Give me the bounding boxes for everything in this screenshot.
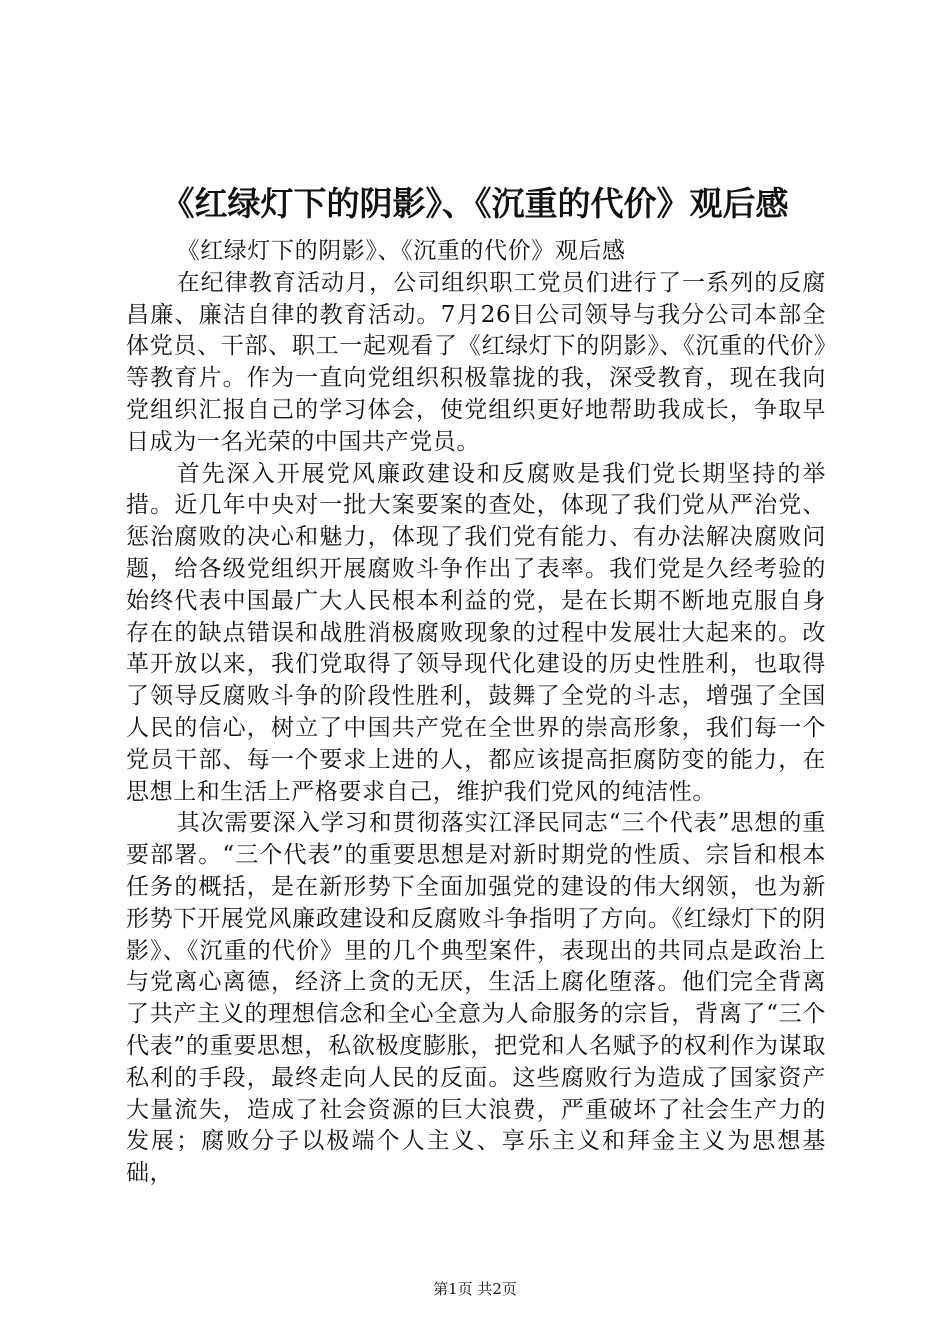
paragraph-intro: 在纪律教育活动月，公司组织职工党员们进行了一系列的反腐昌廉、廉洁自律的教育活动。7月26日公司领导与我分公司本部全体党员、干部、职工一起观看了《红绿灯下的阴影》、《沉重的代价》等教育片。作为一直向党组织积极靠拢的我，深受教育，现在我向党组织汇报自己的学习体会，使党组织更好地帮助我成长，争取早日成为一名光荣的中国共产党员。 — [126, 269, 826, 455]
page-number-footer: 第1页 共2页 — [433, 1280, 517, 1298]
paragraph-first-point: 首先深入开展党风廉政建设和反腐败是我们党长期坚持的举措。近几年中央对一批大案要案的查处，体现了我们党从严治党、惩治腐败的决心和魅力，体现了我们党有能力、有办法解决腐败问题，给各级党组织开展腐败斗争作出了表率。我们党是久经考验的始终代表中国最广大人民根本利益的党，是在长期不断地克服自身存在的缺点错误和战胜消极腐败现象的过程中发展壮大起来的。改革开放以来，我们党取得了领导现代化建设的历史性胜利，也取得了领导反腐败斗争的阶段性胜利，鼓舞了全党的斗志，增强了全国人民的信心，树立了中国共产党在全世界的崇高形象，我们每一个党员干部、每一个要求上进的人，都应该提高拒腐防变的能力，在思想上和生活上严格要求自己，维护我们党风的纯洁性。 — [126, 460, 826, 805]
paragraph-subtitle: 《红绿灯下的阴影》、《沉重的代价》观后感 — [176, 238, 626, 264]
paragraph-second-point: 其次需要深入学习和贯彻落实江泽民同志“三个代表”思想的重要部署。“三个代表”的重要思想是对新时期党的性质、宗旨和根本任务的概括，是在新形势下全面加强党的建设的伟大纲领，也为新形势下开展党风廉政建设和反腐败斗争指明了方向。《红绿灯下的阴影》、《沉重的代价》里的几个典型案件，表现出的共同点是政治上与党离心离德，经济上贪的无厌，生活上腐化堕落。他们完全背离了共产主义的理想信念和全心全意为人命服务的宗旨，背离了“三个代表”的重要思想，私欲极度膨胀，把党和人名赋予的权利作为谋取私利的手段，最终走向人民的反面。这些腐败行为造成了国家资产大量流失，造成了社会资源的巨大浪费，严重破坏了社会生产力的发展；腐败分子以极端个人主义、享乐主义和拜金主义为思想基础， — [126, 810, 826, 1187]
document-body — [126, 236, 826, 1190]
document-title: 《红绿灯下的阴影》、《沉重的代价》观后感 — [161, 184, 789, 223]
